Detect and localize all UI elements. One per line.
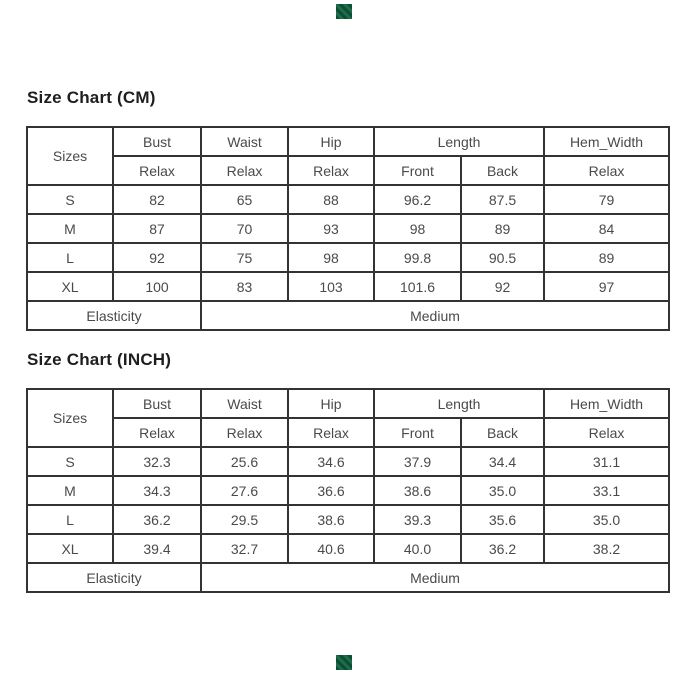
cell-waist: 75 (201, 243, 288, 272)
cell-length-back: 87.5 (461, 185, 544, 214)
size-chart-inch-table (26, 388, 670, 593)
header-length: Length (374, 389, 544, 418)
cell-waist: 65 (201, 185, 288, 214)
table-row-l (27, 505, 669, 534)
cell-hip: 34.6 (288, 447, 374, 476)
subheader-length-front: Front (374, 156, 461, 185)
header-hem-width: Hem_Width (544, 389, 669, 418)
table-row-s (27, 185, 669, 214)
cell-length-back: 92 (461, 272, 544, 301)
header-bust: Bust (113, 389, 201, 418)
cell-length-back: 90.5 (461, 243, 544, 272)
cell-bust: 82 (113, 185, 201, 214)
cell-length-front: 96.2 (374, 185, 461, 214)
row-size-label: M (27, 214, 113, 243)
subheader-row (27, 418, 669, 447)
cell-hip: 93 (288, 214, 374, 243)
cell-length-front: 98 (374, 214, 461, 243)
cell-length-back: 34.4 (461, 447, 544, 476)
cell-bust: 92 (113, 243, 201, 272)
cell-waist: 27.6 (201, 476, 288, 505)
cell-length-back: 36.2 (461, 534, 544, 563)
row-size-label: S (27, 185, 113, 214)
subheader-hip-relax: Relax (288, 156, 374, 185)
cell-waist: 32.7 (201, 534, 288, 563)
cell-waist: 83 (201, 272, 288, 301)
header-row (27, 127, 669, 156)
header-hem-width: Hem_Width (544, 127, 669, 156)
table-row-m (27, 214, 669, 243)
subheader-waist-relax: Relax (201, 418, 288, 447)
subheader-length-back: Back (461, 156, 544, 185)
cell-bust: 36.2 (113, 505, 201, 534)
watermark-icon-top (336, 4, 352, 19)
subheader-hem-relax: Relax (544, 156, 669, 185)
cell-length-front: 37.9 (374, 447, 461, 476)
cell-hem-width: 97 (544, 272, 669, 301)
cell-length-back: 35.0 (461, 476, 544, 505)
table-row-xl (27, 272, 669, 301)
elasticity-label: Elasticity (27, 301, 201, 330)
cell-hip: 103 (288, 272, 374, 301)
cell-hem-width: 38.2 (544, 534, 669, 563)
cell-waist: 29.5 (201, 505, 288, 534)
subheader-row (27, 156, 669, 185)
elasticity-row (27, 301, 669, 330)
row-size-label: S (27, 447, 113, 476)
cell-hip: 98 (288, 243, 374, 272)
size-chart-inch-title: Size Chart (INCH) (27, 350, 172, 369)
cell-length-front: 40.0 (374, 534, 461, 563)
table-row-l (27, 243, 669, 272)
cell-bust: 32.3 (113, 447, 201, 476)
subheader-hip-relax: Relax (288, 418, 374, 447)
cell-waist: 25.6 (201, 447, 288, 476)
cell-hip: 40.6 (288, 534, 374, 563)
cell-hip: 88 (288, 185, 374, 214)
header-row (27, 389, 669, 418)
cell-hem-width: 31.1 (544, 447, 669, 476)
subheader-waist-relax: Relax (201, 156, 288, 185)
subheader-hem-relax: Relax (544, 418, 669, 447)
cell-hip: 36.6 (288, 476, 374, 505)
subheader-bust-relax: Relax (113, 156, 201, 185)
header-waist: Waist (201, 127, 288, 156)
table-row-s (27, 447, 669, 476)
subheader-length-front: Front (374, 418, 461, 447)
subheader-length-back: Back (461, 418, 544, 447)
row-size-label: L (27, 505, 113, 534)
cell-length-back: 89 (461, 214, 544, 243)
size-chart-cm-title: Size Chart (CM) (27, 88, 156, 107)
table-row-m (27, 476, 669, 505)
header-length: Length (374, 127, 544, 156)
watermark-icon-bottom (336, 655, 352, 670)
header-bust: Bust (113, 127, 201, 156)
cell-length-front: 99.8 (374, 243, 461, 272)
cell-length-back: 35.6 (461, 505, 544, 534)
cell-hem-width: 84 (544, 214, 669, 243)
subheader-bust-relax: Relax (113, 418, 201, 447)
size-chart-cm-table (26, 126, 670, 331)
header-waist: Waist (201, 389, 288, 418)
header-sizes: Sizes (27, 127, 113, 185)
cell-hem-width: 33.1 (544, 476, 669, 505)
elasticity-value: Medium (201, 301, 669, 330)
row-size-label: L (27, 243, 113, 272)
cell-length-front: 39.3 (374, 505, 461, 534)
cell-bust: 39.4 (113, 534, 201, 563)
header-hip: Hip (288, 389, 374, 418)
cell-bust: 100 (113, 272, 201, 301)
cell-hem-width: 79 (544, 185, 669, 214)
header-sizes: Sizes (27, 389, 113, 447)
elasticity-row (27, 563, 669, 592)
cell-bust: 87 (113, 214, 201, 243)
cell-waist: 70 (201, 214, 288, 243)
cell-bust: 34.3 (113, 476, 201, 505)
row-size-label: M (27, 476, 113, 505)
cell-length-front: 101.6 (374, 272, 461, 301)
elasticity-label: Elasticity (27, 563, 201, 592)
cell-hem-width: 89 (544, 243, 669, 272)
cell-hip: 38.6 (288, 505, 374, 534)
header-hip: Hip (288, 127, 374, 156)
cell-length-front: 38.6 (374, 476, 461, 505)
row-size-label: XL (27, 534, 113, 563)
row-size-label: XL (27, 272, 113, 301)
elasticity-value: Medium (201, 563, 669, 592)
cell-hem-width: 35.0 (544, 505, 669, 534)
table-row-xl (27, 534, 669, 563)
